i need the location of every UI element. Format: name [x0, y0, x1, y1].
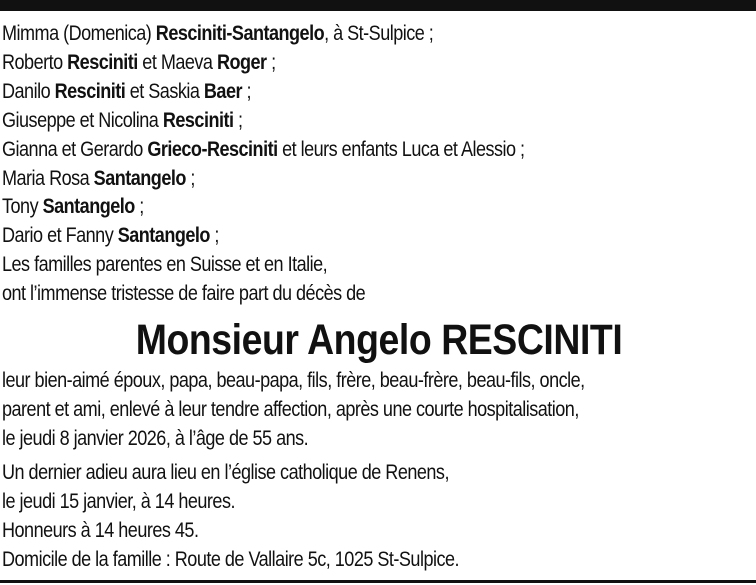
family-text: ;	[185, 166, 195, 190]
family-text: Danilo	[2, 79, 55, 103]
family-surname: Resciniti-Santangelo	[155, 22, 325, 45]
family-text: , à St-Sulpice ;	[324, 22, 434, 45]
family-text: Mimma (Domenica)	[2, 22, 156, 45]
family-text: Tony	[2, 195, 43, 219]
deceased-name: Monsieur Angelo RESCINITI	[135, 316, 623, 365]
description-line: le jeudi 8 janvier 2026, à l’âge de 55 ans.	[2, 426, 309, 450]
family-line	[2, 136, 650, 165]
family-text: ;	[241, 79, 252, 103]
description-block	[2, 367, 756, 454]
family-surname: Baer	[203, 79, 242, 103]
family-text: ;	[209, 224, 219, 248]
family-surname: Resciniti	[67, 50, 138, 74]
family-text: ;	[134, 195, 144, 219]
family-surname: Santangelo	[93, 166, 186, 190]
description-line: leur bien-aimé époux, papa, beau-papa, fils, frère, beau-frère, beau-fils, oncle,	[2, 369, 585, 393]
family-text: Gianna et Gerardo	[2, 137, 148, 161]
family-line	[2, 280, 650, 309]
family-surname: Roger	[216, 50, 267, 74]
death-notice	[2, 20, 756, 574]
family-line	[2, 165, 650, 194]
family-line	[2, 251, 650, 280]
family-text: ont l’immense tristesse de faire part du décès de	[2, 282, 366, 306]
top-border-rule	[0, 0, 756, 11]
family-line	[2, 78, 650, 107]
family-text: Giuseppe et Nicolina	[2, 108, 163, 132]
family-text: Dario et Fanny	[2, 224, 118, 248]
family-text: Maria Rosa	[2, 166, 94, 190]
family-text: Les familles parentes en Suisse et en Italie,	[2, 253, 328, 277]
family-line	[2, 222, 650, 251]
family-text: ;	[233, 108, 243, 132]
bottom-border-rule	[0, 580, 756, 583]
family-text: et Saskia	[125, 79, 204, 103]
ceremony-line: Un dernier adieu aura lieu en l’église catholique de Renens,	[2, 460, 449, 484]
ceremony-line: Honneurs à 14 heures 45.	[2, 518, 199, 542]
family-line	[2, 107, 650, 136]
family-surname: Grieco-Resciniti	[147, 137, 278, 161]
family-text: et Maeva	[137, 50, 217, 74]
ceremony-info	[2, 459, 756, 575]
ceremony-line: le jeudi 15 janvier, à 14 heures.	[2, 489, 235, 513]
family-list	[2, 20, 756, 309]
description-line: parent et ami, enlevé à leur tendre affection, après une courte hospitalisation,	[2, 397, 579, 421]
family-line	[2, 20, 650, 49]
family-text: Roberto	[2, 50, 68, 74]
family-line	[2, 193, 650, 222]
ceremony-line: Domicile de la famille : Route de Vallaire 5c, 1025 St-Sulpice.	[2, 547, 460, 571]
family-surname: Resciniti	[54, 79, 126, 103]
family-surname: Santangelo	[42, 195, 135, 219]
family-surname: Resciniti	[162, 108, 234, 132]
family-surname: Santangelo	[117, 224, 210, 248]
family-text: ;	[266, 50, 276, 74]
family-line	[2, 49, 650, 78]
family-text: et leurs enfants Luca et Alessio ;	[277, 137, 525, 161]
